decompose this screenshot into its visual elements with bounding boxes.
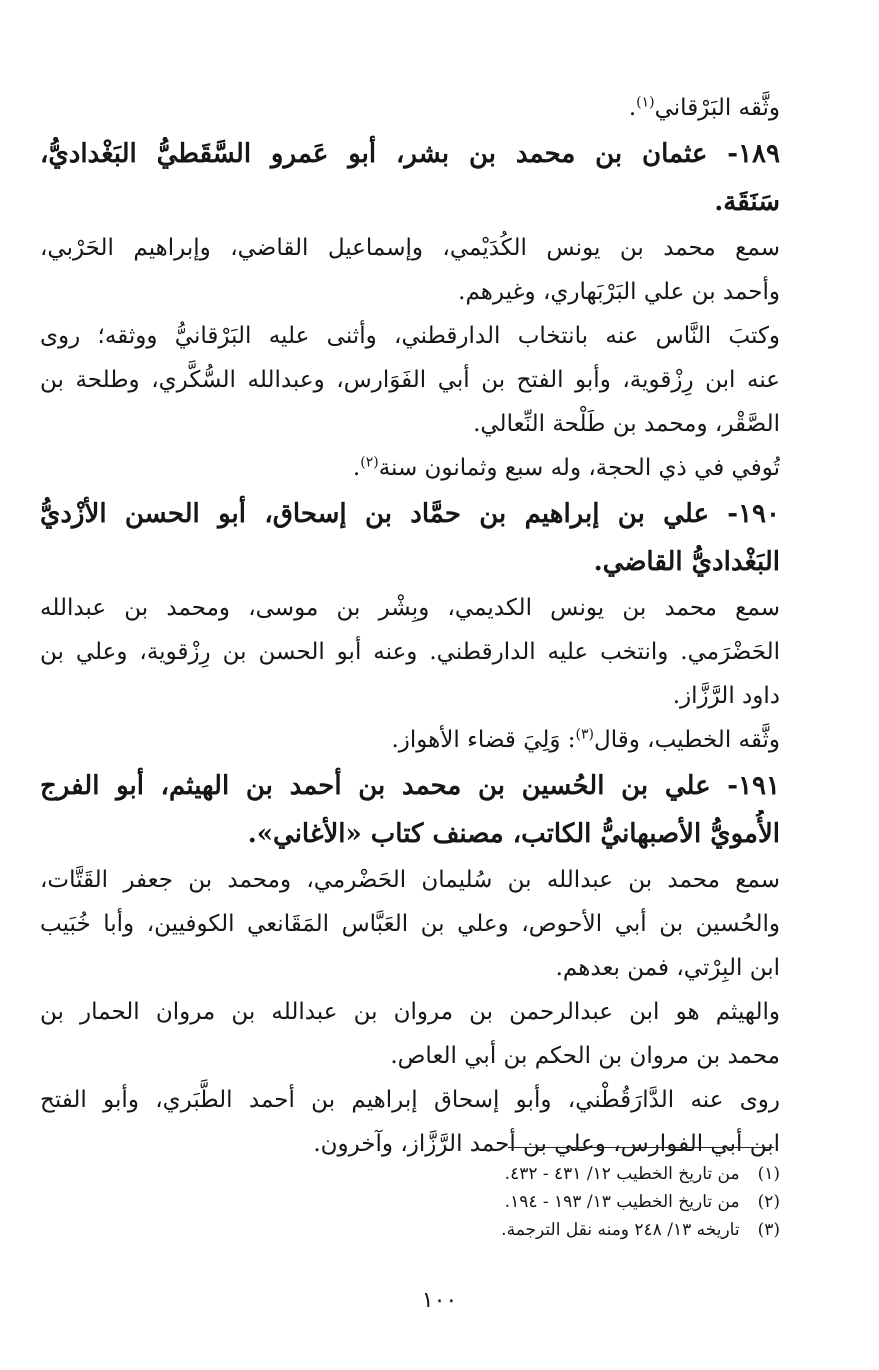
text-line: الصَّقْر، ومحمد بن طَلْحة النِّعالي. — [473, 411, 780, 437]
footnote — [40, 1160, 780, 1188]
text-line: وأحمد بن علي البَرْبَهاري، وغيرهم. — [458, 279, 780, 305]
text-line: سمع محمد بن يونس الكديمي، وبِشْر بن موسى، ومحمد بن عبدالله — [40, 595, 780, 621]
footnote-marker: (٣) — [575, 726, 595, 743]
text-line: والحُسين بن أبي الأحوص، وعلي بن العَبَّاس المَقَانعي الكوفيين، وأبا خُبَيب — [40, 911, 780, 937]
footnote-number: (٣) — [757, 1220, 780, 1240]
text-line: عنه ابن رِزْقوية، وأبو الفتح بن أبي الفَوَارس، وعبدالله السُّكَّري، وطلحة بن — [40, 367, 780, 393]
text-line: تُوفي في ذي الحجة، وله سبع وثمانون سنة$^{(٢)}$. — [352, 454, 780, 481]
entry-heading-line: ١٩٠- علي بن إبراهيم بن حمَّاد بن إسحاق، أبو الحسن الأزْديُّ — [40, 499, 780, 529]
text-line: سمع محمد بن يونس الكُدَيْمي، وإسماعيل القاضي، وإبراهيم الحَرْبي، — [40, 235, 780, 261]
text-line: والهيثم هو ابن عبدالرحمن بن مروان بن عبدالله بن مروان الحمار بن — [40, 999, 780, 1025]
text-line: الحَضْرَمي. وانتخب عليه الدارقطني. وعنه أبو الحسن بن رِزْقوية، وعلي بن — [40, 639, 780, 665]
text-line: داود الرَّزَّاز. — [672, 683, 780, 709]
footnote-text: تاريخه ١٣/ ٢٤٨ ومنه نقل الترجمة. — [501, 1220, 740, 1240]
main-text — [40, 86, 780, 1166]
entry-heading-line: الأُمويُّ الأصبهانيُّ الكاتب، مصنف كتاب «الأغاني». — [247, 819, 780, 849]
entry-heading-line: ١٩١- علي بن الحُسين بن محمد بن أحمد بن الهيثم، أبو الفرج — [40, 771, 780, 801]
footnote-marker: (١) — [636, 94, 655, 111]
text-line: ابن البِرْتي، فمن بعدهم. — [555, 955, 780, 981]
text-line: ابن أبي الفوارس، وعلي بن أحمد الرَّزَّاز، وآخرون. — [313, 1131, 780, 1157]
footnote-number: (١) — [757, 1164, 780, 1184]
text-line: وثَّقه البَرْقاني$^{(١)}$. — [628, 94, 780, 121]
entry-heading-line: سَنَقَة. — [714, 187, 780, 217]
entry-heading-line: ١٨٩- عثمان بن محمد بن بشر، أبو عَمرو السَّقَطيُّ البَغْداديُّ، — [40, 139, 780, 169]
footnote-text: من تاريخ الخطيب ١٣/ ١٩٣ - ١٩٤. — [504, 1192, 740, 1212]
footnote-separator — [508, 1147, 774, 1148]
footnote — [40, 1216, 780, 1244]
footnotes — [40, 1160, 780, 1244]
text-line: وثَّقه الخطيب، وقال$^{(٣)}$: وَلِيَ قضاء الأهواز. — [391, 726, 780, 753]
footnote — [40, 1188, 780, 1216]
page-number: ١٠٠ — [421, 1288, 458, 1313]
text-line: محمد بن مروان بن الحكم بن أبي العاص. — [390, 1043, 780, 1069]
entry-heading-line: البَغْداديُّ القاضي. — [593, 547, 780, 577]
footnote-number: (٢) — [757, 1192, 780, 1212]
footnote-marker: (٢) — [360, 454, 379, 471]
footnote-text: من تاريخ الخطيب ١٢/ ٤٣١ - ٤٣٢. — [504, 1164, 740, 1184]
text-line: روى عنه الدَّارَقُطْني، وأبو إسحاق إبراهيم بن أحمد الطَّبَري، وأبو الفتح — [40, 1087, 780, 1113]
text-line: وكتبَ النَّاس عنه بانتخاب الدارقطني، وأثنى عليه البَرْقانيُّ ووثقه؛ روى — [40, 323, 780, 349]
text-line: سمع محمد بن عبدالله بن سُليمان الحَضْرمي، ومحمد بن جعفر القَتَّات، — [40, 867, 780, 893]
